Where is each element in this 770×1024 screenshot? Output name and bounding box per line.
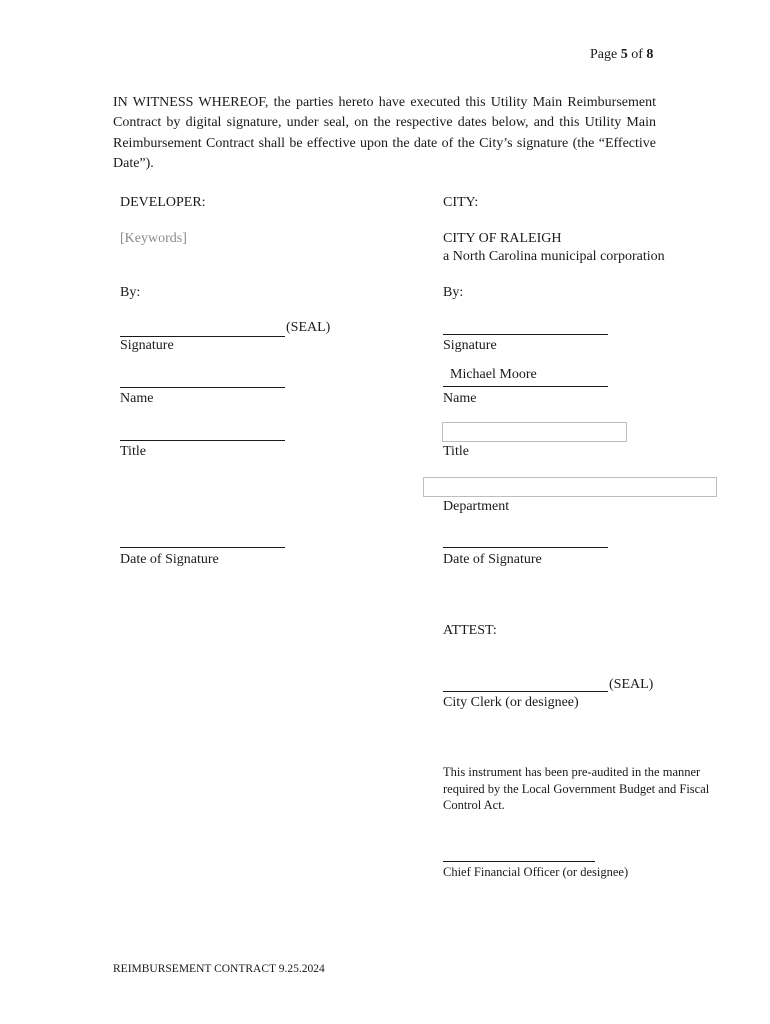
- clerk-label: City Clerk (or designee): [443, 695, 579, 710]
- developer-name-placeholder[interactable]: [Keywords]: [120, 231, 187, 246]
- developer-date-line[interactable]: [120, 547, 285, 548]
- page-total: 8: [646, 47, 654, 62]
- developer-title-label: Title: [120, 444, 146, 459]
- witness-paragraph: IN WITNESS WHEREOF, the parties hereto have executed this Utility Main Reimbursement Contract by digital signature, under seal, on the respective dates below, and this Utility Main Reimbursement Contract shall be effective upon the date of the City’s signature (the “Effective Date”).: [113, 95, 656, 171]
- attest-heading: ATTEST:: [443, 623, 497, 638]
- cfo-signature-line[interactable]: [443, 861, 595, 862]
- city-heading: CITY:: [443, 195, 479, 210]
- city-signature-label: Signature: [443, 338, 497, 353]
- city-date-line[interactable]: [443, 547, 608, 548]
- city-by-label: By:: [443, 285, 464, 300]
- developer-heading: DEVELOPER:: [120, 195, 206, 210]
- developer-signature-label: Signature: [120, 338, 174, 353]
- city-department-label: Department: [443, 499, 510, 514]
- city-title-label: Title: [443, 444, 469, 459]
- city-title-input[interactable]: [442, 422, 627, 442]
- developer-title-line[interactable]: [120, 440, 285, 441]
- footer-text: REIMBURSEMENT CONTRACT 9.25.2024: [113, 963, 325, 975]
- city-date-label: Date of Signature: [443, 552, 542, 567]
- cfo-label: Chief Financial Officer (or designee): [443, 865, 629, 879]
- page-number: [590, 47, 653, 63]
- city-org-name: CITY OF RALEIGH: [443, 231, 562, 246]
- preaudit-statement: This instrument has been pre-audited in the manner required by the Local Government Budget and Fiscal Control Act.: [443, 765, 710, 812]
- city-name-label: Name: [443, 391, 477, 406]
- city-name-line: [443, 386, 608, 387]
- city-signature-line[interactable]: [443, 334, 608, 335]
- developer-name-line[interactable]: [120, 387, 285, 388]
- page-of: of: [631, 47, 643, 62]
- city-department-input[interactable]: [423, 477, 717, 497]
- developer-by-label: By:: [120, 285, 141, 300]
- page-current: 5: [620, 47, 628, 62]
- city-org-desc: a North Carolina municipal corporation: [443, 249, 665, 264]
- developer-name-label: Name: [120, 391, 154, 406]
- clerk-seal-label: (SEAL): [609, 677, 654, 692]
- developer-date-label: Date of Signature: [120, 552, 219, 567]
- clerk-signature-line[interactable]: [443, 691, 608, 692]
- developer-seal-label: (SEAL): [286, 320, 331, 335]
- page-prefix: Page: [590, 47, 618, 62]
- developer-signature-line[interactable]: [120, 336, 285, 337]
- city-name-value[interactable]: Michael Moore: [450, 367, 537, 382]
